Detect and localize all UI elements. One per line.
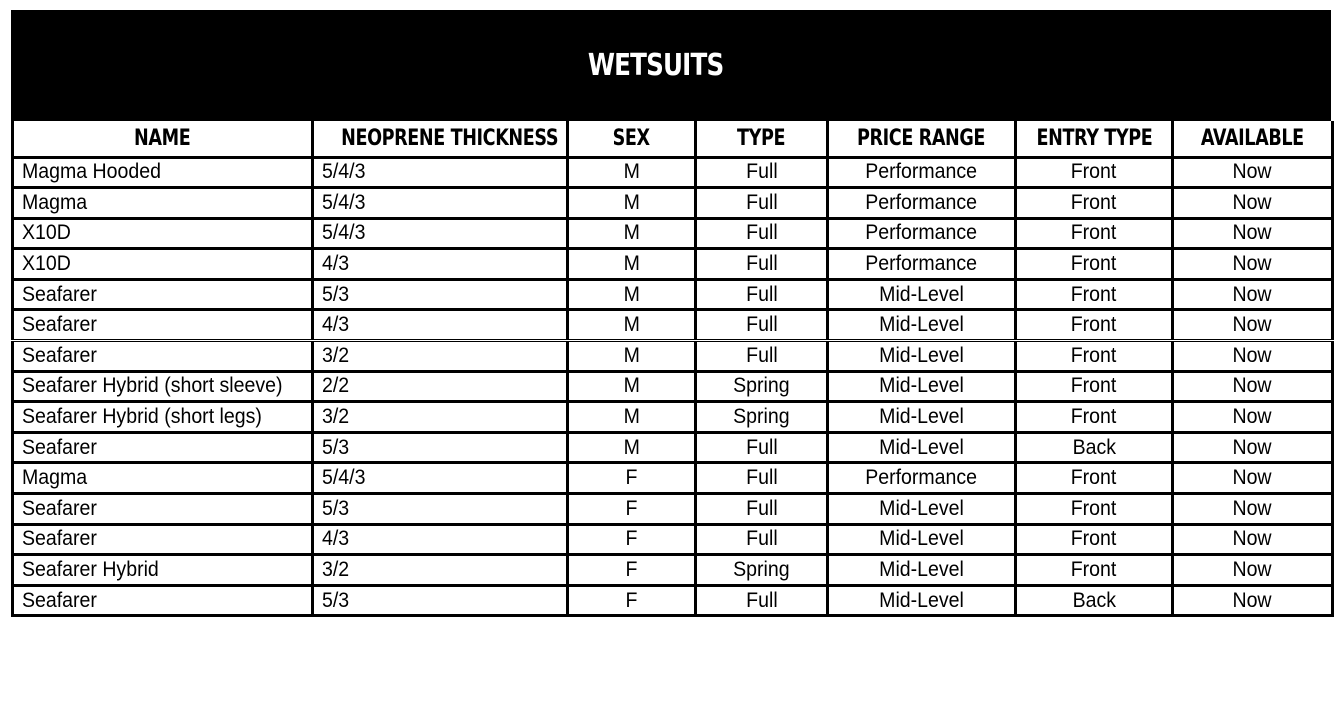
table-row — [13, 218, 1333, 249]
table-body — [13, 157, 1333, 616]
cell-available — [1173, 432, 1333, 463]
cell-available — [1173, 371, 1333, 402]
cell-text: Full — [745, 466, 778, 490]
cell-text: Mid-Level — [879, 527, 964, 551]
cell-text: Seafarer — [22, 282, 97, 306]
cell-text: Mid-Level — [879, 558, 964, 582]
cell-name — [13, 494, 313, 525]
cell-entry-type — [1016, 188, 1173, 219]
cell-sex — [568, 402, 696, 433]
column-header-label: SEX — [612, 125, 651, 151]
cell-text: 3/2 — [322, 343, 350, 367]
wetsuits-table — [11, 121, 1334, 617]
cell-neoprene-thickness — [313, 188, 568, 219]
cell-text: Now — [1232, 496, 1273, 520]
cell-entry-type — [1016, 218, 1173, 249]
column-header-label: AVAILABLE — [1201, 125, 1304, 151]
cell-price-range — [828, 218, 1016, 249]
cell-entry-type — [1016, 555, 1173, 586]
cell-text: Full — [745, 160, 778, 184]
cell-text: X10D — [22, 221, 71, 245]
cell-text: Mid-Level — [879, 435, 964, 459]
cell-text: Magma — [22, 466, 88, 490]
cell-type — [696, 157, 828, 188]
table-row — [13, 432, 1333, 463]
table-row — [13, 310, 1333, 341]
cell-available — [1173, 341, 1333, 372]
cell-text: Full — [745, 496, 778, 520]
cell-available — [1173, 279, 1333, 310]
cell-available — [1173, 463, 1333, 494]
cell-text: Now — [1232, 435, 1273, 459]
column-header-label: NAME — [134, 125, 191, 151]
cell-text: Front — [1071, 496, 1117, 520]
cell-neoprene-thickness — [313, 218, 568, 249]
cell-text: M — [623, 313, 640, 337]
cell-text: Full — [745, 313, 778, 337]
cell-entry-type — [1016, 249, 1173, 280]
cell-text: X10D — [22, 252, 71, 276]
cell-sex — [568, 585, 696, 616]
cell-text: Mid-Level — [879, 282, 964, 306]
table-row — [13, 341, 1333, 372]
cell-name — [13, 157, 313, 188]
cell-text: Front — [1071, 252, 1117, 276]
cell-price-range — [828, 402, 1016, 433]
cell-text: Full — [745, 282, 778, 306]
cell-text: Front — [1071, 374, 1117, 398]
cell-entry-type — [1016, 341, 1173, 372]
header-name — [13, 121, 313, 157]
cell-available — [1173, 585, 1333, 616]
cell-text: Seafarer — [22, 313, 97, 337]
cell-text: Front — [1071, 221, 1117, 245]
sheet-title: WETSUITS — [588, 48, 724, 83]
cell-type — [696, 218, 828, 249]
column-header-label: NEOPRENE THICKNESS — [341, 125, 559, 151]
cell-text: Mid-Level — [879, 405, 964, 429]
cell-text: Seafarer — [22, 527, 97, 551]
cell-price-range — [828, 249, 1016, 280]
cell-text: Now — [1232, 374, 1273, 398]
cell-type — [696, 402, 828, 433]
cell-text: Now — [1232, 558, 1273, 582]
cell-type — [696, 279, 828, 310]
cell-text: Front — [1071, 527, 1117, 551]
cell-name — [13, 188, 313, 219]
cell-text: Performance — [865, 252, 978, 276]
cell-entry-type — [1016, 524, 1173, 555]
cell-price-range — [828, 188, 1016, 219]
cell-type — [696, 371, 828, 402]
cell-sex — [568, 463, 696, 494]
cell-text: Mid-Level — [879, 374, 964, 398]
cell-text: 5/3 — [322, 282, 350, 306]
cell-text: Now — [1232, 527, 1273, 551]
cell-text: Mid-Level — [879, 588, 964, 612]
table-row — [13, 463, 1333, 494]
cell-text: 5/4/3 — [322, 466, 366, 490]
cell-entry-type — [1016, 310, 1173, 341]
cell-neoprene-thickness — [313, 555, 568, 586]
cell-text: F — [625, 496, 638, 520]
cell-neoprene-thickness — [313, 341, 568, 372]
cell-type — [696, 188, 828, 219]
cell-name — [13, 371, 313, 402]
header-sex — [568, 121, 696, 157]
cell-neoprene-thickness — [313, 524, 568, 555]
cell-available — [1173, 310, 1333, 341]
cell-sex — [568, 310, 696, 341]
cell-neoprene-thickness — [313, 463, 568, 494]
cell-type — [696, 555, 828, 586]
cell-price-range — [828, 341, 1016, 372]
cell-price-range — [828, 157, 1016, 188]
cell-name — [13, 279, 313, 310]
cell-entry-type — [1016, 157, 1173, 188]
cell-neoprene-thickness — [313, 585, 568, 616]
cell-name — [13, 463, 313, 494]
cell-price-range — [828, 279, 1016, 310]
cell-name — [13, 218, 313, 249]
cell-price-range — [828, 432, 1016, 463]
cell-text: 4/3 — [322, 252, 350, 276]
cell-text: Performance — [865, 190, 978, 214]
header-row — [13, 121, 1333, 157]
cell-text: Seafarer Hybrid (short sleeve) — [22, 374, 283, 398]
cell-text: 3/2 — [322, 405, 350, 429]
cell-type — [696, 524, 828, 555]
cell-text: M — [623, 190, 640, 214]
cell-entry-type — [1016, 585, 1173, 616]
cell-neoprene-thickness — [313, 432, 568, 463]
cell-entry-type — [1016, 463, 1173, 494]
header-available — [1173, 121, 1333, 157]
cell-neoprene-thickness — [313, 402, 568, 433]
cell-text: M — [623, 160, 640, 184]
cell-text: Front — [1071, 343, 1117, 367]
cell-text: Now — [1232, 588, 1273, 612]
cell-type — [696, 463, 828, 494]
cell-text: Now — [1232, 466, 1273, 490]
cell-sex — [568, 494, 696, 525]
cell-entry-type — [1016, 371, 1173, 402]
cell-sex — [568, 218, 696, 249]
cell-entry-type — [1016, 402, 1173, 433]
title-bar — [11, 10, 1331, 121]
cell-text: Front — [1071, 405, 1117, 429]
cell-neoprene-thickness — [313, 494, 568, 525]
cell-text: Now — [1232, 160, 1273, 184]
cell-available — [1173, 524, 1333, 555]
cell-neoprene-thickness — [313, 249, 568, 280]
cell-text: Magma — [22, 190, 88, 214]
cell-text: M — [623, 435, 640, 459]
table-row — [13, 555, 1333, 586]
cell-text: Front — [1071, 558, 1117, 582]
cell-type — [696, 341, 828, 372]
cell-text: Now — [1232, 405, 1273, 429]
table-row — [13, 585, 1333, 616]
cell-text: Spring — [733, 374, 790, 398]
cell-text: F — [625, 588, 638, 612]
table-row — [13, 188, 1333, 219]
cell-name — [13, 524, 313, 555]
cell-text: Back — [1072, 588, 1116, 612]
cell-price-range — [828, 524, 1016, 555]
cell-entry-type — [1016, 432, 1173, 463]
cell-text: 3/2 — [322, 558, 350, 582]
column-header-label: TYPE — [737, 125, 786, 151]
cell-text: M — [623, 374, 640, 398]
cell-neoprene-thickness — [313, 279, 568, 310]
cell-text: Performance — [865, 466, 978, 490]
cell-text: Performance — [865, 160, 978, 184]
table-row — [13, 249, 1333, 280]
cell-type — [696, 249, 828, 280]
cell-text: M — [623, 405, 640, 429]
cell-text: Front — [1071, 466, 1117, 490]
cell-name — [13, 310, 313, 341]
table-row — [13, 279, 1333, 310]
cell-name — [13, 585, 313, 616]
cell-text: Now — [1232, 282, 1273, 306]
cell-text: Full — [745, 343, 778, 367]
wetsuits-sheet — [11, 10, 1331, 712]
cell-price-range — [828, 371, 1016, 402]
table-row — [13, 402, 1333, 433]
cell-neoprene-thickness — [313, 157, 568, 188]
cell-text: Mid-Level — [879, 343, 964, 367]
cell-text: Front — [1071, 313, 1117, 337]
cell-text: Spring — [733, 405, 790, 429]
cell-text: 5/3 — [322, 588, 350, 612]
cell-text: Seafarer Hybrid — [22, 558, 159, 582]
cell-sex — [568, 371, 696, 402]
cell-name — [13, 402, 313, 433]
cell-text: Seafarer Hybrid (short legs) — [22, 405, 262, 429]
cell-type — [696, 494, 828, 525]
cell-text: Performance — [865, 221, 978, 245]
cell-text: 5/4/3 — [322, 221, 366, 245]
cell-text: 2/2 — [322, 374, 350, 398]
column-header-label: ENTRY TYPE — [1036, 125, 1152, 151]
cell-text: Now — [1232, 190, 1273, 214]
cell-sex — [568, 279, 696, 310]
cell-text: 4/3 — [322, 313, 350, 337]
table-row — [13, 371, 1333, 402]
cell-sex — [568, 555, 696, 586]
cell-text: 4/3 — [322, 527, 350, 551]
cell-type — [696, 585, 828, 616]
cell-entry-type — [1016, 494, 1173, 525]
cell-text: Now — [1232, 221, 1273, 245]
cell-sex — [568, 157, 696, 188]
cell-available — [1173, 188, 1333, 219]
cell-price-range — [828, 310, 1016, 341]
cell-neoprene-thickness — [313, 371, 568, 402]
cell-text: Magma Hooded — [22, 160, 161, 184]
cell-text: Full — [745, 252, 778, 276]
cell-text: M — [623, 343, 640, 367]
column-header-label: PRICE RANGE — [857, 125, 986, 151]
cell-text: Spring — [733, 558, 790, 582]
cell-text: M — [623, 252, 640, 276]
cell-text: Now — [1232, 252, 1273, 276]
cell-entry-type — [1016, 279, 1173, 310]
cell-text: 5/3 — [322, 435, 350, 459]
cell-available — [1173, 218, 1333, 249]
cell-text: Front — [1071, 190, 1117, 214]
cell-sex — [568, 249, 696, 280]
cell-text: F — [625, 466, 638, 490]
cell-text: F — [625, 558, 638, 582]
cell-name — [13, 432, 313, 463]
cell-text: Front — [1071, 160, 1117, 184]
cell-available — [1173, 555, 1333, 586]
cell-text: Seafarer — [22, 496, 97, 520]
header-entry-type — [1016, 121, 1173, 157]
header-price-range — [828, 121, 1016, 157]
table-row — [13, 157, 1333, 188]
cell-price-range — [828, 494, 1016, 525]
cell-text: Full — [745, 527, 778, 551]
cell-text: Mid-Level — [879, 313, 964, 337]
cell-available — [1173, 494, 1333, 525]
header-type — [696, 121, 828, 157]
cell-type — [696, 310, 828, 341]
cell-text: M — [623, 221, 640, 245]
cell-text: M — [623, 282, 640, 306]
cell-text: Front — [1071, 282, 1117, 306]
cell-type — [696, 432, 828, 463]
cell-text: Back — [1072, 435, 1116, 459]
cell-sex — [568, 341, 696, 372]
cell-name — [13, 555, 313, 586]
cell-text: Full — [745, 588, 778, 612]
cell-text: 5/4/3 — [322, 190, 366, 214]
cell-text: Full — [745, 435, 778, 459]
cell-text: 5/3 — [322, 496, 350, 520]
cell-sex — [568, 188, 696, 219]
cell-available — [1173, 157, 1333, 188]
cell-name — [13, 249, 313, 280]
cell-sex — [568, 432, 696, 463]
cell-price-range — [828, 463, 1016, 494]
cell-text: Full — [745, 190, 778, 214]
cell-sex — [568, 524, 696, 555]
cell-text: F — [625, 527, 638, 551]
cell-neoprene-thickness — [313, 310, 568, 341]
cell-price-range — [828, 555, 1016, 586]
cell-text: Seafarer — [22, 343, 97, 367]
cell-price-range — [828, 585, 1016, 616]
cell-text: Seafarer — [22, 588, 97, 612]
table-row — [13, 494, 1333, 525]
header-neoprene-thickness — [313, 121, 568, 157]
cell-text: Mid-Level — [879, 496, 964, 520]
cell-available — [1173, 249, 1333, 280]
cell-available — [1173, 402, 1333, 433]
cell-text: Seafarer — [22, 435, 97, 459]
cell-text: Full — [745, 221, 778, 245]
cell-text: Now — [1232, 313, 1273, 337]
cell-name — [13, 341, 313, 372]
cell-text: Now — [1232, 343, 1273, 367]
cell-text: 5/4/3 — [322, 160, 366, 184]
table-row — [13, 524, 1333, 555]
